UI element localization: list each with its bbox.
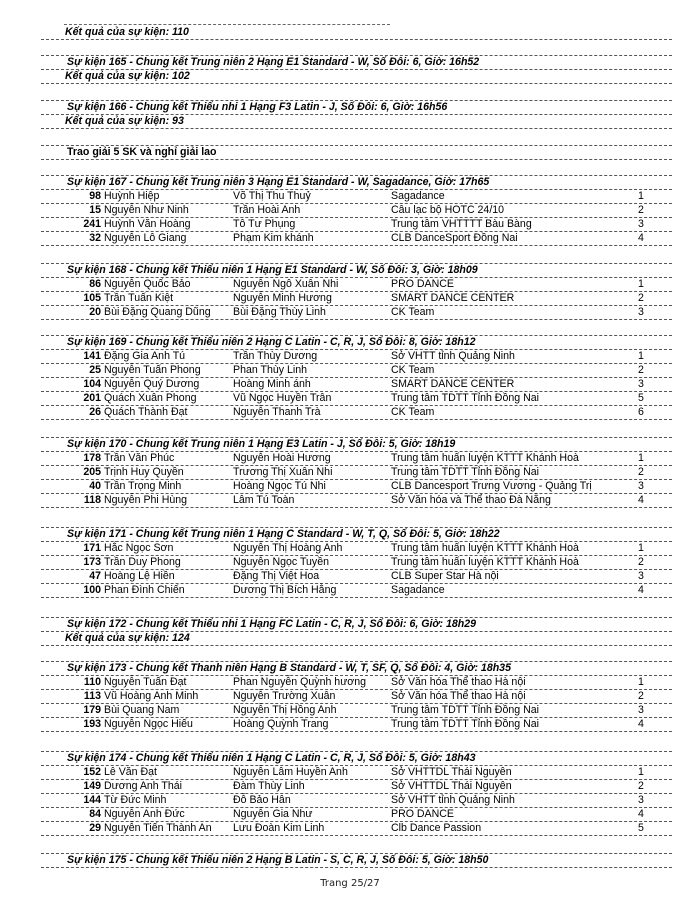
couple-number: 178 (83, 452, 101, 464)
couple-number: 47 (89, 570, 101, 582)
rank: 2 (638, 556, 644, 568)
table-row (41, 570, 672, 583)
male-dancer: Nguyễn Phi Hùng (104, 494, 188, 506)
divider (41, 731, 672, 732)
club: Trung tâm huấn luyện KTTT Khánh Hoà (391, 556, 579, 568)
divider (41, 597, 672, 598)
club: Trung tâm huấn luyện KTTT Khánh Hoà (391, 452, 579, 464)
event-block (41, 26, 672, 40)
divider (41, 867, 672, 868)
rank: 1 (638, 190, 644, 202)
table-row (41, 822, 672, 835)
couple-number: 25 (89, 364, 101, 376)
couple-number: 152 (83, 766, 101, 778)
female-dancer: Nguyễn Ngô Xuân Nhi (233, 278, 339, 290)
club: Sở Văn hóa Thể thao Hà nội (391, 676, 526, 688)
event-result: Kết quả của sự kiện: 124 (65, 632, 190, 644)
club: Sở VHTT tỉnh Quảng Ninh (391, 350, 515, 362)
couple-number: 110 (83, 676, 101, 688)
event-block (41, 263, 672, 320)
couple-number: 32 (89, 232, 101, 244)
rank: 4 (638, 494, 644, 506)
male-dancer: Từ Đức Minh (104, 794, 167, 806)
rank: 1 (638, 766, 644, 778)
female-dancer: Dương Thị Bích Hằng (233, 584, 337, 596)
event-result: Kết quả của sự kiện: 110 (65, 26, 189, 38)
couple-number: 98 (89, 190, 101, 202)
table-row (41, 190, 672, 203)
divider (41, 245, 672, 246)
table-row (41, 278, 672, 291)
male-dancer: Nguyễn Như Ninh (104, 204, 189, 216)
couple-number: 141 (83, 350, 101, 362)
female-dancer: Nguyễn Thị Hoàng Anh (233, 542, 343, 554)
female-dancer: Phạm Kim khánh (233, 232, 314, 244)
couple-number: 149 (83, 780, 101, 792)
couple-number: 171 (83, 542, 101, 554)
male-dancer: Nguyễn Tuấn Đạt (104, 676, 187, 688)
event-block (41, 661, 672, 732)
male-dancer: Trần Văn Phúc (104, 452, 175, 464)
event-title: Sự kiện 170 - Chung kết Trung niên 1 Hạng E3 Latin - J, Số Đôi: 5, Giờ: 18h19 (67, 438, 456, 450)
male-dancer: Huỳnh Hiệp (104, 190, 160, 202)
couple-number: 179 (83, 704, 101, 716)
club: SMART DANCE CENTER (391, 378, 515, 390)
event-block (41, 751, 672, 836)
female-dancer: Vũ Ngọc Huyền Trân (233, 392, 332, 404)
rank: 3 (638, 570, 644, 582)
table-row (41, 690, 672, 703)
female-dancer: Phan Nguyễn Quỳnh hương (233, 676, 367, 688)
female-dancer: Nguyễn Thanh Trà (233, 406, 321, 418)
couple-number: 20 (89, 306, 101, 318)
male-dancer: Nguyễn Ngọc Hiếu (104, 718, 193, 730)
female-dancer: Nguyễn Gia Như (233, 808, 313, 820)
male-dancer: Nguyễn Tuấn Phong (104, 364, 201, 376)
rank: 3 (638, 218, 644, 230)
table-row (41, 466, 672, 479)
couple-number: 84 (89, 808, 101, 820)
female-dancer: Đỗ Bảo Hân (233, 794, 291, 806)
club: PRO DANCE (391, 808, 454, 820)
rank: 3 (638, 704, 644, 716)
male-dancer: Bùi Đặng Quang Dũng (104, 306, 211, 318)
male-dancer: Huỳnh Văn Hoàng (104, 218, 191, 230)
event-block (41, 527, 672, 598)
male-dancer: Quách Xuân Phong (104, 392, 197, 404)
couple-number: 29 (89, 822, 101, 834)
event-title: Sự kiện 174 - Chung kết Thiếu niên 1 Hạng C Latin - C, R, J, Số Đôi: 5, Giờ: 18h43 (67, 752, 476, 764)
female-dancer: Đàm Thùy Linh (233, 780, 305, 792)
table-row (41, 718, 672, 731)
club: CK Team (391, 406, 435, 418)
event-title: Sự kiện 165 - Chung kết Trung niên 2 Hạng E1 Standard - W, Số Đôi: 6, Giờ: 16h52 (67, 56, 480, 68)
table-row (41, 808, 672, 821)
divider (41, 835, 672, 836)
table-row (41, 480, 672, 493)
event-block (41, 437, 672, 508)
table-row (41, 378, 672, 391)
table-row (41, 584, 672, 597)
club: CLB DanceSport Đồng Nai (391, 232, 518, 244)
event-result: Kết quả của sự kiện: 102 (65, 70, 190, 82)
male-dancer: Trần Tuấn Kiệt (104, 292, 174, 304)
rank: 3 (638, 306, 644, 318)
table-row (41, 204, 672, 217)
club: Trung tâm TDTT Tỉnh Đồng Nai (391, 392, 539, 404)
couple-number: 40 (89, 480, 101, 492)
rank: 2 (638, 204, 644, 216)
female-dancer: Võ Thị Thu Thuỷ (233, 190, 311, 202)
male-dancer: Nguyễn Quý Dương (104, 378, 200, 390)
rank: 1 (638, 278, 644, 290)
club: Câu lạc bộ HOTC 24/10 (391, 204, 505, 216)
table-row (41, 494, 672, 507)
rank: 1 (638, 452, 644, 464)
club: Sagadance (391, 190, 445, 202)
rank: 1 (638, 350, 644, 362)
male-dancer: Bùi Quang Nam (104, 704, 180, 716)
female-dancer: Bùi Đặng Thùy Linh (233, 306, 326, 318)
female-dancer: Lâm Tú Toàn (233, 494, 295, 506)
rank: 3 (638, 480, 644, 492)
male-dancer: Hắc Ngọc Sơn (104, 542, 174, 554)
club: SMART DANCE CENTER (391, 292, 515, 304)
divider (41, 419, 672, 420)
male-dancer: Trịnh Huy Quyền (104, 466, 184, 478)
event-title: Sự kiện 168 - Chung kết Thiếu niên 1 Hạng E1 Standard - W, Số Đôi: 3, Giờ: 18h09 (67, 264, 478, 276)
couple-number: 144 (83, 794, 101, 806)
page-number: Trang 25/27 (320, 878, 380, 889)
male-dancer: Hoàng Lệ Hiền (104, 570, 175, 582)
female-dancer: Nguyễn Lâm Huyền Anh (233, 766, 348, 778)
rank: 5 (638, 822, 644, 834)
female-dancer: Nguyễn Thị Hồng Anh (233, 704, 337, 716)
male-dancer: Lê Văn Đạt (104, 766, 158, 778)
rank: 6 (638, 406, 644, 418)
male-dancer: Phan Đình Chiến (104, 584, 185, 596)
female-dancer: Nguyễn Ngọc Tuyền (233, 556, 329, 568)
event-block (41, 617, 672, 646)
rank: 2 (638, 780, 644, 792)
club: Sở VHTT tỉnh Quảng Ninh (391, 794, 515, 806)
table-row (41, 406, 672, 419)
table-row (41, 350, 672, 363)
divider (41, 319, 672, 320)
female-dancer: Hoàng Quỳnh Trang (233, 718, 329, 730)
female-dancer: Trương Thị Xuân Nhi (233, 466, 333, 478)
event-block (41, 853, 672, 868)
club: CK Team (391, 306, 435, 318)
award-note: Trao giải 5 SK và nghỉ giải lao (67, 146, 217, 158)
couple-number: 100 (83, 584, 101, 596)
club: Sagadance (391, 584, 445, 596)
female-dancer: Phan Thùy Linh (233, 364, 308, 376)
table-row (41, 676, 672, 689)
divider (41, 507, 672, 508)
female-dancer: Nguyễn Trường Xuân (233, 690, 336, 702)
rank: 2 (638, 364, 644, 376)
event-title: Sự kiện 166 - Chung kết Thiếu nhi 1 Hạng F3 Latin - J, Số Đôi: 6, Giờ: 16h56 (67, 101, 448, 113)
male-dancer: Nguyễn Tiến Thành An (104, 822, 212, 834)
event-title: Sự kiện 171 - Chung kết Trung niên 1 Hạng C Standard - W, T, Q, Số Đôi: 5, Giờ: 18h22 (67, 528, 500, 540)
rank: 4 (638, 584, 644, 596)
club: CLB Dancesport Trưng Vương - Quảng Trị (391, 480, 592, 492)
couple-number: 113 (83, 690, 101, 702)
divider (41, 83, 672, 84)
male-dancer: Đặng Gia Anh Tú (104, 350, 186, 362)
event-block (41, 335, 672, 420)
club: Sở Văn hóa Thể thao Hà nội (391, 690, 526, 702)
rank: 4 (638, 718, 644, 730)
couple-number: 104 (83, 378, 101, 390)
female-dancer: Trần Thùy Dương (233, 350, 318, 362)
divider (41, 39, 672, 40)
club: CK Team (391, 364, 435, 376)
divider (41, 645, 672, 646)
rank: 3 (638, 378, 644, 390)
rank: 2 (638, 292, 644, 304)
event-block (41, 100, 672, 129)
table-row (41, 364, 672, 377)
male-dancer: Quách Thành Đạt (104, 406, 188, 418)
female-dancer: Hoàng Minh ánh (233, 378, 311, 390)
event-result: Kết quả của sự kiện: 93 (65, 115, 184, 127)
rank: 2 (638, 690, 644, 702)
club: Trung tâm TDTT Tỉnh Đồng Nai (391, 466, 539, 478)
table-row (41, 292, 672, 305)
rank: 1 (638, 676, 644, 688)
female-dancer: Hoàng Ngọc Tú Nhi (233, 480, 326, 492)
male-dancer: Dương Anh Thái (104, 780, 183, 792)
table-row (41, 542, 672, 555)
table-row (41, 794, 672, 807)
club: Trung tâm huấn luyện KTTT Khánh Hoà (391, 542, 579, 554)
event-title: Sự kiện 167 - Chung kết Trung niên 3 Hạng E1 Standard - W, Sagadance, Giờ: 17h65 (67, 176, 490, 188)
top-divider (64, 24, 390, 25)
female-dancer: Nguyễn Minh Hương (233, 292, 332, 304)
table-row (41, 556, 672, 569)
male-dancer: Vũ Hoàng Anh Minh (104, 690, 199, 702)
female-dancer: Lưu Đoàn Kim Linh (233, 822, 325, 834)
couple-number: 118 (83, 494, 101, 506)
female-dancer: Tô Tư Phụng (233, 218, 296, 230)
table-row (41, 452, 672, 465)
event-block (41, 55, 672, 84)
table-row (41, 766, 672, 779)
table-row (41, 232, 672, 245)
divider (41, 159, 672, 160)
divider (41, 128, 672, 129)
event-title: Sự kiện 173 - Chung kết Thanh niên Hạng B Standard - W, T, SF, Q, Số Đôi: 4, Giờ: 18h35 (67, 662, 511, 674)
table-row (41, 780, 672, 793)
couple-number: 15 (89, 204, 101, 216)
male-dancer: Nguyễn Quốc Bảo (104, 278, 191, 290)
rank: 4 (638, 232, 644, 244)
couple-number: 173 (83, 556, 101, 568)
male-dancer: Trần Duy Phong (104, 556, 181, 568)
event-block (41, 175, 672, 246)
club: Trung tâm VHTTTT Bàu Bàng (391, 218, 532, 230)
event-title: Sự kiện 172 - Chung kết Thiếu nhi 1 Hạng FC Latin - C, R, J, Số Đôi: 6, Giờ: 18h29 (67, 618, 477, 630)
couple-number: 201 (83, 392, 101, 404)
rank: 1 (638, 542, 644, 554)
club: Sở VHTTDL Thái Nguyên (391, 780, 512, 792)
note-block (41, 145, 672, 160)
rank: 4 (638, 808, 644, 820)
club: Sở VHTTDL Thái Nguyên (391, 766, 512, 778)
club: PRO DANCE (391, 278, 454, 290)
couple-number: 193 (83, 718, 101, 730)
male-dancer: Trần Trọng Minh (104, 480, 182, 492)
table-row (41, 392, 672, 405)
couple-number: 86 (89, 278, 101, 290)
rank: 5 (638, 392, 644, 404)
couple-number: 105 (83, 292, 101, 304)
couple-number: 26 (89, 406, 101, 418)
event-title: Sự kiện 169 - Chung kết Thiếu niên 2 Hạng C Latin - C, R, J, Số Đôi: 8, Giờ: 18h12 (67, 336, 476, 348)
male-dancer: Nguyễn Anh Đức (104, 808, 185, 820)
couple-number: 241 (83, 218, 101, 230)
female-dancer: Đặng Thị Việt Hoa (233, 570, 320, 582)
table-row (41, 218, 672, 231)
male-dancer: Nguyễn Lô Giang (104, 232, 187, 244)
club: Trung tâm TDTT Tỉnh Đồng Nai (391, 704, 539, 716)
club: Trung tâm TDTT Tỉnh Đồng Nai (391, 718, 539, 730)
rank: 3 (638, 794, 644, 806)
table-row (41, 704, 672, 717)
couple-number: 205 (83, 466, 101, 478)
club: Clb Dance Passion (391, 822, 482, 834)
table-row (41, 306, 672, 319)
female-dancer: Nguyễn Hoài Hương (233, 452, 331, 464)
female-dancer: Trần Hoài Anh (233, 204, 301, 216)
club: Sở Văn hóa và Thể thao Đà Nẵng (391, 494, 551, 506)
rank: 2 (638, 466, 644, 478)
club: CLB Super Star Hà nội (391, 570, 499, 582)
event-title: Sự kiện 175 - Chung kết Thiếu niên 2 Hạng B Latin - S, C, R, J, Số Đôi: 5, Giờ: 18h50 (67, 854, 489, 866)
